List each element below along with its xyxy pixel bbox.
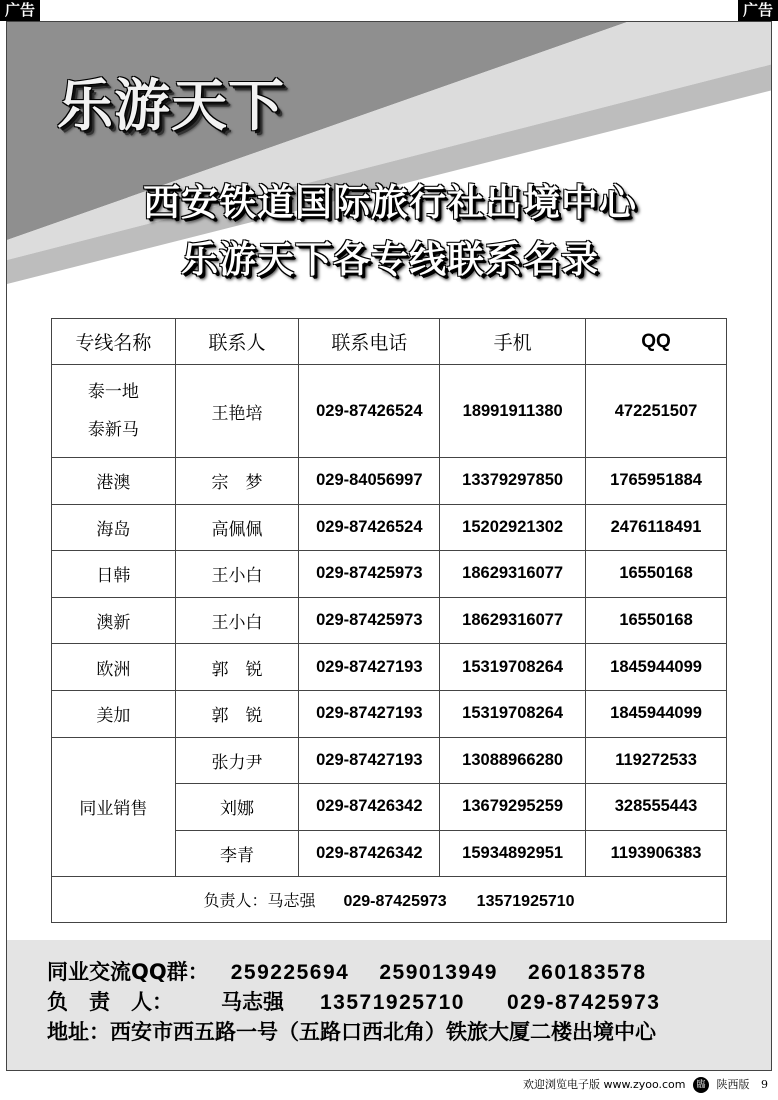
table-row <box>52 504 727 551</box>
header-route: 专线名称 <box>52 319 176 365</box>
phone-cell: 029-84056997 <box>299 458 440 505</box>
phone-cell: 029-87425973 <box>299 597 440 644</box>
route-name: 泰一地 <box>87 382 139 402</box>
header-phone: 联系电话 <box>299 319 440 365</box>
phone-cell: 029-87425973 <box>299 551 440 598</box>
table-row <box>52 690 727 737</box>
mobile-cell: 18629316077 <box>440 597 586 644</box>
qq-cell: 472251507 <box>586 365 727 458</box>
page-footer <box>523 1076 768 1094</box>
contact-cell: 宗 梦 <box>175 458 299 505</box>
page-number: 9 <box>761 1078 768 1091</box>
phone-cell: 029-87426524 <box>299 365 440 458</box>
headline-line-2: 乐游天下各专线联系名录 <box>181 238 599 281</box>
contact-cell: 高佩佩 <box>175 504 299 551</box>
footer-mobile: 13571925710 <box>476 893 575 911</box>
headline-line-1: 西安铁道国际旅行社出境中心 <box>143 181 637 224</box>
route-cell: 美加 <box>52 690 176 737</box>
header-qq: QQ <box>586 319 727 365</box>
ad-frame <box>6 21 772 1071</box>
phone-cell: 029-87426342 <box>299 830 440 877</box>
address-line <box>47 1016 656 1046</box>
logo-text: 乐游天下 <box>57 73 285 139</box>
phone-cell: 029-87426524 <box>299 504 440 551</box>
table-footer-row <box>52 877 727 923</box>
contact-cell: 张力尹 <box>175 737 299 784</box>
qq-group-label: 同业交流QQ群： <box>47 960 209 984</box>
manager-mobile: 13571925710 <box>320 991 465 1014</box>
qq-cell: 2476118491 <box>586 504 727 551</box>
bottom-info-band <box>7 940 772 1071</box>
footer-phone: 029-87425973 <box>343 893 447 911</box>
seal-icon: 臨 <box>693 1077 709 1093</box>
mobile-cell: 18629316077 <box>440 551 586 598</box>
manager-phone: 029-87425973 <box>506 991 661 1014</box>
table-row <box>52 597 727 644</box>
route-cell: 日韩 <box>52 551 176 598</box>
mobile-cell: 15934892951 <box>440 830 586 877</box>
phone-cell: 029-87427193 <box>299 690 440 737</box>
qq-group-number: 259013949 <box>379 961 498 984</box>
contact-cell: 王艳培 <box>175 365 299 458</box>
route-cell: 同业销售 <box>52 737 176 877</box>
phone-cell: 029-87426342 <box>299 784 440 831</box>
ad-tag-right: 广告 <box>738 0 778 21</box>
contact-cell: 郭 锐 <box>175 690 299 737</box>
mobile-cell: 15319708264 <box>440 690 586 737</box>
table-row <box>52 551 727 598</box>
ad-tag-left: 广告 <box>0 0 40 21</box>
mobile-cell: 15319708264 <box>440 644 586 691</box>
mobile-cell: 13679295259 <box>440 784 586 831</box>
qq-group-line <box>47 956 647 986</box>
table-row <box>52 458 727 505</box>
qq-cell: 16550168 <box>586 597 727 644</box>
qq-cell: 328555443 <box>586 784 727 831</box>
contacts-table <box>51 318 727 923</box>
manager-line <box>47 986 660 1016</box>
route-cell <box>52 365 176 458</box>
address-label: 地址： <box>47 1020 110 1044</box>
table-row <box>52 737 727 784</box>
table-row <box>52 365 727 458</box>
qq-cell: 119272533 <box>586 737 727 784</box>
address-text: 西安市西五路一号（五路口西北角）铁旅大厦二楼出境中心 <box>110 1020 656 1044</box>
edition-label: 陕西版 <box>716 1078 750 1091</box>
qq-cell: 1845944099 <box>586 690 727 737</box>
header-contact: 联系人 <box>175 319 299 365</box>
qq-cell: 16550168 <box>586 551 727 598</box>
qq-cell: 1193906383 <box>586 830 727 877</box>
route-cell: 欧洲 <box>52 644 176 691</box>
qq-group-number: 259225694 <box>230 961 350 984</box>
qq-cell: 1765951884 <box>586 458 727 505</box>
contact-cell: 刘娜 <box>175 784 299 831</box>
header-mobile: 手机 <box>440 319 586 365</box>
mobile-cell: 15202921302 <box>440 504 586 551</box>
route-cell: 海岛 <box>52 504 176 551</box>
contact-cell: 李青 <box>175 830 299 877</box>
manager-label: 负 责 人： <box>47 990 173 1014</box>
contact-cell: 郭 锐 <box>175 644 299 691</box>
phone-cell: 029-87427193 <box>299 737 440 784</box>
route-cell: 港澳 <box>52 458 176 505</box>
qq-cell: 1845944099 <box>586 644 727 691</box>
table-header-row <box>52 319 727 365</box>
route-name: 泰新马 <box>87 420 139 440</box>
manager-name: 马志强 <box>221 990 284 1014</box>
qq-group-number: 260183578 <box>527 961 647 984</box>
mobile-cell: 18991911380 <box>440 365 586 458</box>
footer-website-text: 欢迎浏览电子版 www.zyoo.com <box>522 1078 686 1091</box>
mobile-cell: 13088966280 <box>440 737 586 784</box>
route-cell: 澳新 <box>52 597 176 644</box>
footer-manager-label: 负责人：马志强 <box>203 891 316 911</box>
contact-cell: 王小白 <box>175 551 299 598</box>
phone-cell: 029-87427193 <box>299 644 440 691</box>
contact-cell: 王小白 <box>175 597 299 644</box>
table-row <box>52 644 727 691</box>
table-footer-cell <box>52 877 727 923</box>
mobile-cell: 13379297850 <box>440 458 586 505</box>
